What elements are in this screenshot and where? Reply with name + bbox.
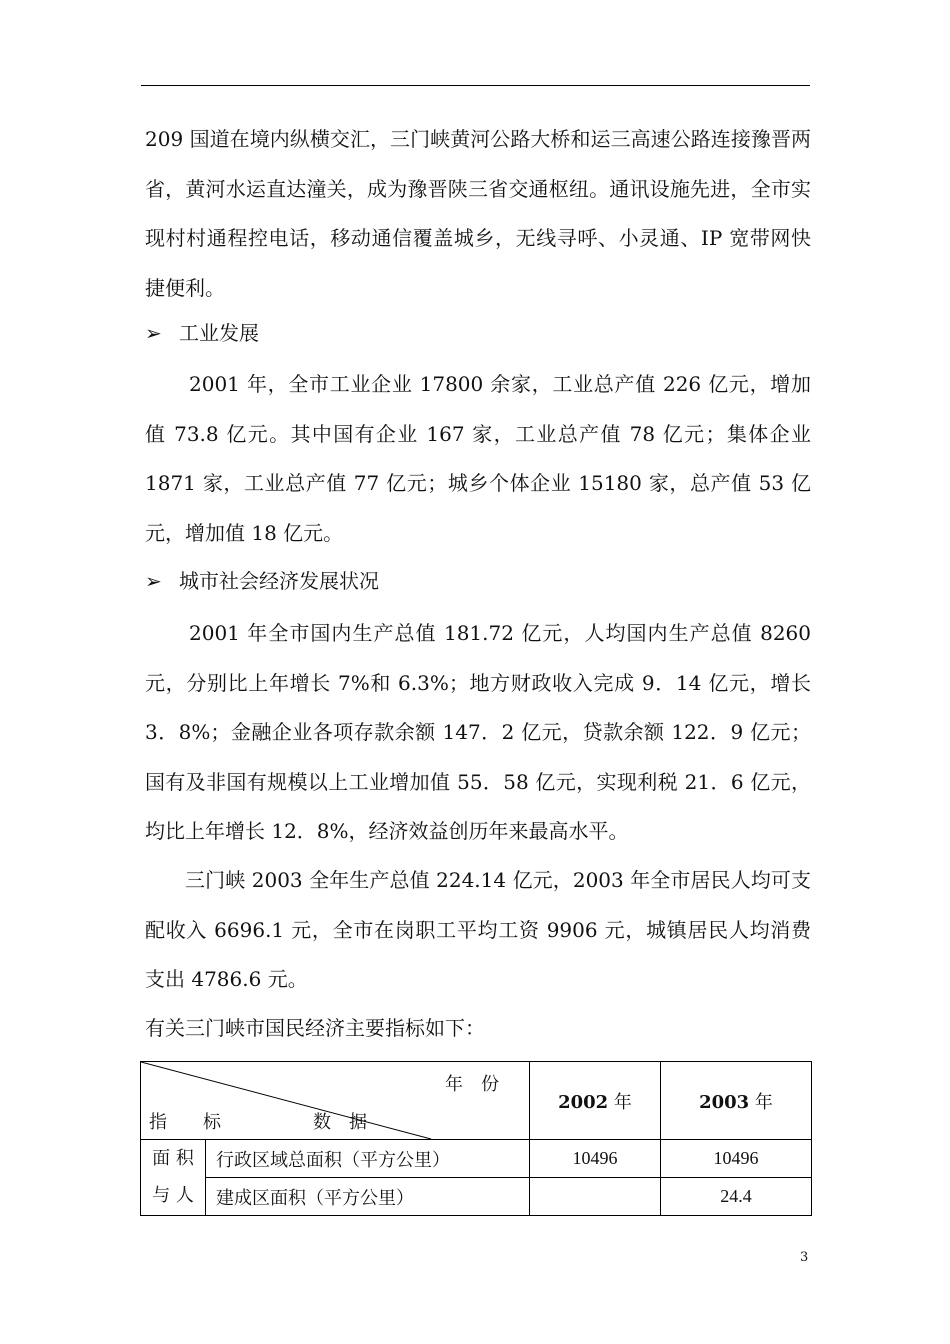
diagonal-header-cell <box>141 1062 530 1140</box>
heading-economy <box>145 566 379 596</box>
header-year-label: 年 份 <box>445 1074 499 1095</box>
row-value-2003: 10496 <box>661 1140 812 1178</box>
table-row <box>141 1178 812 1216</box>
table-header-row <box>141 1062 812 1140</box>
row-item: 行政区域总面积（平方公里） <box>206 1140 530 1178</box>
header-data-label: 数 据 <box>313 1112 367 1133</box>
heading-industry-text: 工业发展 <box>179 321 259 345</box>
column-year-suffix: 年 <box>608 1091 632 1113</box>
column-header-2002 <box>530 1062 661 1140</box>
heading-economy-text: 城市社会经济发展状况 <box>179 569 379 593</box>
paragraph-economy-2003: 三门峡 2003 全年生产总值 224.14 亿元，2003 年全市居民人均可支配收入 6696.1 元，全市在岗职工平均工资 9906 元，城镇居民人均消费支出 4786.6 元。 <box>145 868 811 991</box>
paragraph-economy-2001: 2001 年全市国内生产总值 181.72 亿元，人均国内生产总值 8260 元，分别比上年增长 7%和 6.3%；地方财政收入完成 9．14 亿元，增长 3．8%；金融企业各项存款余额 147．2 亿元，贷款余额 122．9 亿元；国有及非国有规模以上工业增加值 55．58 亿元，实现利税 21．6 亿元，均比上年增长 12．8%，经济效益创历年来最高水平。 <box>145 621 811 843</box>
bullet-arrow-icon: ➢ <box>145 321 162 345</box>
paragraph-industry: 2001 年，全市工业企业 17800 余家，工业总产值 226 亿元，增加值 73.8 亿元。其中国有企业 167 家，工业总产值 78 亿元；集体企业 1871 家，工业总产值 77 亿元；城乡个体企业 15180 家，总产值 53 亿元，增加值 18 亿元。 <box>145 372 811 545</box>
bullet-arrow-icon: ➢ <box>145 569 162 593</box>
row-value-2002: 10496 <box>530 1140 661 1178</box>
row-value-2003: 24.4 <box>661 1178 812 1216</box>
row-value-2002 <box>530 1178 661 1216</box>
category-cell: 面 积 与 人 <box>141 1140 206 1216</box>
column-year: 2003 <box>699 1091 750 1113</box>
row-item: 建成区面积（平方公里） <box>206 1178 530 1216</box>
paragraph-transport: 209 国道在境内纵横交汇，三门峡黄河公路大桥和运三高速公路连接豫晋两省，黄河水运直达潼关，成为豫晋陕三省交通枢纽。通讯设施先进，全市实现村村通程控电话，移动通信覆盖城乡，无线寻呼、小灵通、IP 宽带网快捷便利。 <box>145 127 811 300</box>
column-year-suffix: 年 <box>749 1091 773 1113</box>
table-row <box>141 1140 812 1178</box>
header-rule <box>141 85 810 86</box>
page-number: 3 <box>800 1250 809 1265</box>
header-indicator-label: 指 标 <box>149 1112 221 1133</box>
paragraph-table-intro: 有关三门峡市国民经济主要指标如下： <box>145 1016 485 1040</box>
column-header-2003 <box>661 1062 812 1140</box>
heading-industry <box>145 318 259 348</box>
indicators-table <box>140 1061 812 1216</box>
column-year: 2002 <box>558 1091 609 1113</box>
